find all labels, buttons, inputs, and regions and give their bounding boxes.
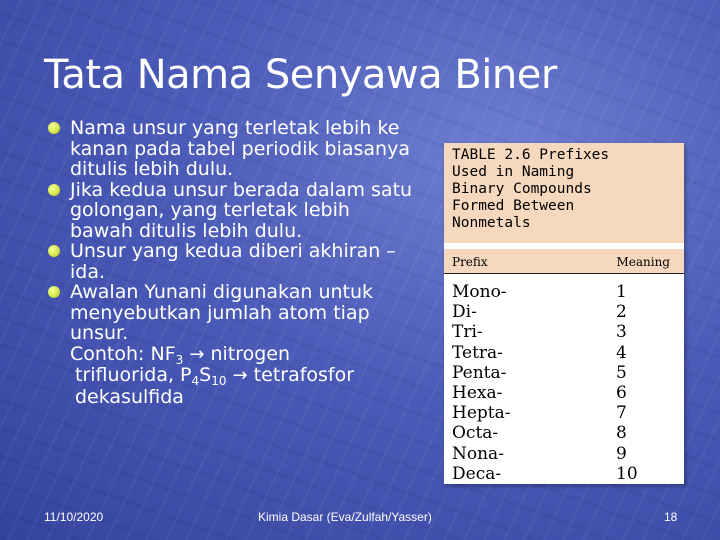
table-row <box>452 464 676 484</box>
table-caption-line: Nonmetals <box>452 215 531 231</box>
table-row <box>452 423 676 443</box>
meaning-cell: 9 <box>616 443 627 464</box>
example-sub: 10 <box>211 374 227 388</box>
bullet-text: Unsur yang kedua diberi akhiran –ida. <box>70 240 396 283</box>
example-prefix: Contoh: NF <box>70 342 176 365</box>
prefix-cell: Tri- <box>452 322 483 343</box>
example-line-3: dekasulfida <box>75 385 184 408</box>
prefix-cell: Octa- <box>452 423 499 444</box>
prefix-cell: Penta- <box>452 362 507 383</box>
bullet-item <box>48 241 418 282</box>
meaning-cell: 3 <box>616 322 627 343</box>
bullet-item <box>48 282 418 344</box>
example-name: nitrogen <box>204 342 291 365</box>
example-line-1 <box>70 343 290 365</box>
slide-title: Tata Nama Senyawa Biner <box>44 52 557 98</box>
table-caption-line: Binary Compounds <box>452 181 592 197</box>
prefix-cell: Nona- <box>452 443 504 464</box>
table-row <box>452 302 676 322</box>
meaning-cell: 2 <box>616 302 627 323</box>
example-sub: 4 <box>191 374 200 388</box>
prefix-table <box>444 143 684 484</box>
table-row <box>452 322 676 342</box>
prefix-cell: Tetra- <box>452 342 503 363</box>
col-header-meaning: Meaning <box>616 255 670 269</box>
example-text-part: S <box>199 364 212 386</box>
example-sub: 3 <box>175 352 184 367</box>
bullet-list <box>48 118 418 407</box>
table-header-row <box>444 249 684 274</box>
footer-date: 11/10/2020 <box>44 510 104 524</box>
table-caption-line: Used in Naming <box>452 164 575 180</box>
example-name: tetrafosfor <box>247 364 355 386</box>
footer-page-number: 18 <box>664 510 678 524</box>
table-caption-line: Formed Between <box>452 198 575 214</box>
example-text <box>48 344 418 408</box>
table-row <box>452 444 676 464</box>
table-body <box>444 274 684 484</box>
meaning-cell: 10 <box>616 463 638 484</box>
table-row <box>452 363 676 383</box>
bullet-text: Awalan Yunani digunakan untuk menyebutkan jumlah atom tiap unsur. <box>70 281 374 344</box>
bullet-icon <box>48 286 60 298</box>
prefix-cell: Di- <box>452 302 477 323</box>
table-row <box>452 282 676 302</box>
meaning-cell: 4 <box>616 342 627 363</box>
bullet-icon <box>48 184 60 196</box>
example-text-part: trifluorida, P <box>75 364 192 386</box>
bullet-icon <box>48 245 60 257</box>
table-caption <box>444 143 684 243</box>
meaning-cell: 8 <box>616 423 627 444</box>
prefix-cell: Deca- <box>452 463 502 484</box>
meaning-cell: 1 <box>616 282 627 302</box>
bullet-item <box>48 180 418 242</box>
meaning-cell: 6 <box>616 383 627 404</box>
table-caption-line: TABLE 2.6 Prefixes <box>452 147 610 163</box>
prefix-cell: Hepta- <box>452 403 511 424</box>
col-header-prefix: Prefix <box>452 255 488 269</box>
arrow-icon: → <box>232 365 248 386</box>
table-row <box>452 383 676 403</box>
arrow-icon: → <box>189 343 205 365</box>
bullet-text: Jika kedua unsur berada dalam satu golongan, yang terletak lebih bawah ditulis lebih dulu. <box>70 178 413 242</box>
bullet-item <box>48 118 418 180</box>
bullet-text: Nama unsur yang terletak lebih ke kanan pada tabel periodik biasanya ditulis lebih dulu. <box>70 117 410 180</box>
meaning-cell: 7 <box>616 403 627 424</box>
prefix-cell: Mono- <box>452 282 507 302</box>
table-row <box>452 403 676 423</box>
bullet-icon <box>48 122 60 134</box>
prefix-cell: Hexa- <box>452 383 503 404</box>
table-row <box>452 343 676 363</box>
meaning-cell: 5 <box>616 362 627 383</box>
footer-course: Kimia Dasar (Eva/Zulfah/Yasser) <box>258 510 432 524</box>
example-line-2 <box>70 365 418 387</box>
